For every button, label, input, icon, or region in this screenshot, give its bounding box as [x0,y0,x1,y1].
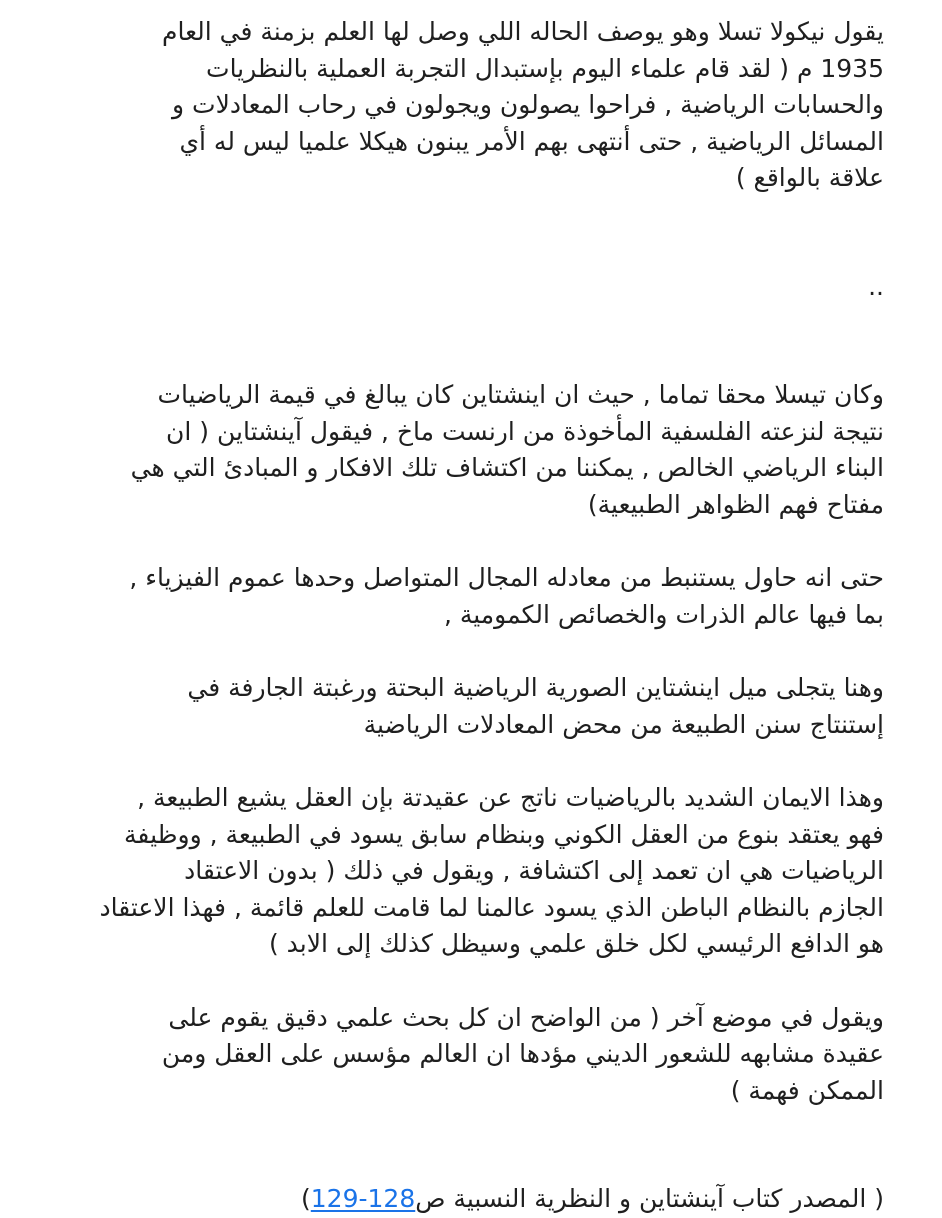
source-suffix: ) [301,1184,311,1213]
spacer [60,305,884,377]
spacer [60,963,884,1000]
spacer [60,197,884,269]
paragraph-einstein-math: وكان تيسلا محقا تماما , حيث ان اينشتاين كان يبالغ في قيمة الرياضيات نتيجة لنزعته الفلسفية المأخوذة من ارنست ماخ , فيقول آينشتاين ( ان البناء الرياضي الخالص , يمكننا من اكتشاف تلك الافكار و المبادئ التي هي مفتاح فهم الظواهر الطبيعية) [130,380,884,519]
spacer [60,743,884,780]
spacer [60,633,884,670]
source-pages-link[interactable]: 128-129 [310,1184,416,1213]
separator-dots: .. [868,271,884,301]
source-prefix: ( المصدر كتاب آينشتاين و النظرية النسبية ص [415,1184,884,1213]
paragraph-formalism: وهنا يتجلى ميل اينشتاين الصورية الرياضية البحتة ورغبتة الجارفة في إستنتاج سنن الطبيعة من محض المعادلات الرياضية [187,673,884,739]
spacer [60,523,884,560]
paragraph-tesla-quote: يقول نيكولا تسلا وهو يوصف الحاله اللي وصل لها العلم بزمنة في العام 1935 م ( لقد قام علماء اليوم بإستبدال التجربة العملية بالنظريات والحسابات الرياضية , فراحوا يصولون ويجولون في رحاب المعادلات و المسائل الرياضية , حتى أنتهى بهم الأمر يبنون هيكلا علميا ليس له أي علاقة بالواقع ) [162,17,884,192]
spacer [60,1109,884,1181]
article-body [60,14,884,1218]
source-citation [60,1181,884,1218]
paragraph-cosmic-reason: وهذا الايمان الشديد بالرياضيات ناتج عن عقيدتة بإن العقل يشيع الطبيعة , فهو يعتقد بنوع من العقل الكوني وبنظام سابق يسود في الطبيعة , ووظيفة الرياضيات هي ان تعمد إلى اكتشافة , ويقول في ذلك ( بدون الاعتقاد الجازم بالنظام الباطن الذي يسود عالمنا لما قامت للعلم قائمة , فهذا الاعتقاد هو الدافع الرئيسي لكل خلق علمي وسيظل كذلك إلى الابد ) [99,783,884,958]
paragraph-unified-field: حتى انه حاول يستنبط من معادله المجال المتواصل وحدها عموم الفيزياء , بما فيها عالم الذرات والخصائص الكمومية , [129,563,884,629]
paragraph-religious-feeling: ويقول في موضع آخر ( من الواضح ان كل بحث علمي دقيق يقوم على عقيدة مشابهه للشعور الديني مؤدها ان العالم مؤسس على العقل ومن الممكن فهمة ) [161,1002,884,1105]
